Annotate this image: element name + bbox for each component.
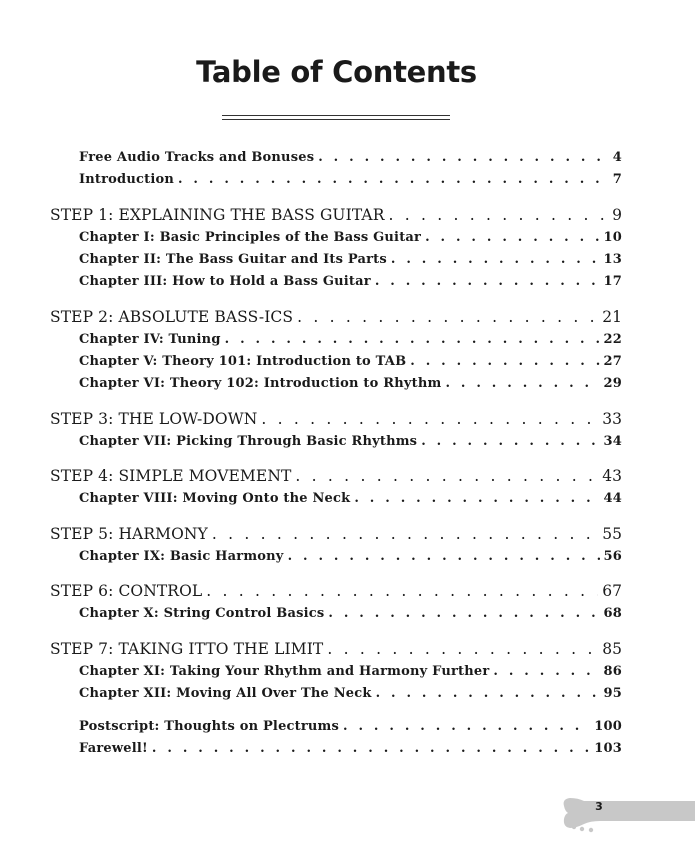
dot-leader: [297, 308, 598, 326]
toc-entry-introduction[interactable]: [79, 172, 622, 190]
dot-leader: [493, 664, 599, 679]
toc-chapter-label: Chapter XII: Moving All Over The Neck: [79, 686, 372, 701]
toc-chapter-label: Chapter VI: Theory 102: Introduction to Rhythm: [79, 376, 442, 391]
toc-chapter-page: 22: [603, 332, 622, 347]
toc-chapter-1[interactable]: [79, 230, 622, 248]
toc-step-page: 55: [602, 525, 622, 543]
dot-leader: [388, 206, 608, 224]
dot-leader: [288, 549, 600, 564]
toc-chapter-9[interactable]: [79, 549, 622, 567]
toc-step-3[interactable]: [50, 410, 622, 431]
page-number: 3: [595, 800, 603, 813]
toc-chapter-label: Chapter III: How to Hold a Bass Guitar: [79, 274, 371, 289]
toc-step-6[interactable]: [50, 582, 622, 603]
toc-chapter-3[interactable]: [79, 274, 622, 292]
toc-chapter-page: 10: [603, 230, 622, 245]
toc-chapter-10[interactable]: [79, 606, 622, 624]
toc-chapter-page: 68: [603, 606, 622, 621]
dot-leader: [328, 606, 599, 621]
toc-chapter-5[interactable]: [79, 354, 622, 372]
toc-step-label: STEP 3: THE LOW-DOWN: [50, 410, 258, 428]
toc-chapter-page: 27: [603, 354, 622, 369]
dot-leader: [343, 719, 590, 734]
toc-chapter-label: Chapter XI: Taking Your Rhythm and Harmony Further: [79, 664, 490, 679]
toc-entry-page: 4: [612, 150, 622, 165]
toc-entry-label: Postscript: Thoughts on Plectrums: [79, 719, 340, 734]
toc-step-label: STEP 6: CONTROL: [50, 582, 203, 600]
toc-chapter-7[interactable]: [79, 434, 622, 452]
toc-step-label: STEP 1: EXPLAINING THE BASS GUITAR: [50, 206, 385, 224]
dot-leader: [445, 376, 599, 391]
dot-leader: [206, 582, 598, 600]
toc-chapter-page: 95: [603, 686, 622, 701]
toc-chapter-4[interactable]: [79, 332, 622, 350]
toc-entry-postscript[interactable]: [79, 719, 622, 737]
toc-step-page: 9: [612, 206, 622, 224]
toc-entry-label: Free Audio Tracks and Bonuses: [79, 150, 315, 165]
toc-chapter-label: Chapter IX: Basic Harmony: [79, 549, 284, 564]
toc-step-page: 85: [602, 640, 622, 658]
dot-leader: [410, 354, 599, 369]
toc-chapter-label: Chapter I: Basic Principles of the Bass Guitar: [79, 230, 422, 245]
dot-leader: [376, 686, 600, 701]
toc-chapter-2[interactable]: [79, 252, 622, 270]
toc-entry-label: Introduction: [79, 172, 174, 187]
toc-step-label: STEP 7: TAKING ITTO THE LIMIT: [50, 640, 324, 658]
toc-step-label: STEP 2: ABSOLUTE BASS-ICS: [50, 308, 294, 326]
dot-leader: [212, 525, 598, 543]
toc-chapter-12[interactable]: [79, 686, 622, 704]
dot-leader: [391, 252, 600, 267]
toc-chapter-page: 29: [603, 376, 622, 391]
toc-step-page: 33: [602, 410, 622, 428]
toc-chapter-page: 13: [603, 252, 622, 267]
toc-step-page: 21: [602, 308, 622, 326]
dot-leader: [327, 640, 598, 658]
toc-step-label: STEP 5: HARMONY: [50, 525, 208, 543]
toc-chapter-6[interactable]: [79, 376, 622, 394]
dot-leader: [295, 467, 598, 485]
toc-step-page: 67: [602, 582, 622, 600]
toc-chapter-11[interactable]: [79, 664, 622, 682]
toc-chapter-label: Chapter X: String Control Basics: [79, 606, 325, 621]
bass-guitar-headstock-icon: [560, 790, 695, 834]
toc-entry-page: 7: [612, 172, 622, 187]
toc-chapter-page: 56: [603, 549, 622, 564]
toc-chapter-8[interactable]: [79, 491, 622, 509]
toc-entry-farewell[interactable]: [79, 741, 622, 759]
toc-step-5[interactable]: [50, 525, 622, 546]
toc-chapter-page: 34: [603, 434, 622, 449]
toc-chapter-label: Chapter VIII: Moving Onto the Neck: [79, 491, 351, 506]
toc-chapter-label: Chapter V: Theory 101: Introduction to TAB: [79, 354, 407, 369]
dot-leader: [152, 741, 590, 756]
toc-entry-label: Farewell!: [79, 741, 148, 756]
dot-leader: [178, 172, 609, 187]
dot-leader: [354, 491, 599, 506]
dot-leader: [261, 410, 598, 428]
dot-leader: [425, 230, 599, 245]
toc-step-page: 43: [602, 467, 622, 485]
toc-step-label: STEP 4: SIMPLE MOVEMENT: [50, 467, 292, 485]
toc-step-2[interactable]: [50, 308, 622, 329]
dot-leader: [375, 274, 600, 289]
toc-entry-free-audio[interactable]: [79, 150, 622, 168]
dot-leader: [318, 150, 609, 165]
toc-chapter-label: Chapter II: The Bass Guitar and Its Parts: [79, 252, 387, 267]
toc-chapter-page: 86: [603, 664, 622, 679]
toc-chapter-page: 44: [603, 491, 622, 506]
toc-step-1[interactable]: [50, 206, 622, 227]
dot-leader: [225, 332, 600, 347]
toc-entry-page: 103: [594, 741, 622, 756]
page-title: Table of Contents: [196, 55, 477, 89]
toc-step-4[interactable]: [50, 467, 622, 488]
toc-entry-page: 100: [594, 719, 622, 734]
toc-step-7[interactable]: [50, 640, 622, 661]
dot-leader: [421, 434, 599, 449]
toc-chapter-label: Chapter VII: Picking Through Basic Rhythms: [79, 434, 418, 449]
toc-chapter-page: 17: [603, 274, 622, 289]
toc-chapter-label: Chapter IV: Tuning: [79, 332, 221, 347]
